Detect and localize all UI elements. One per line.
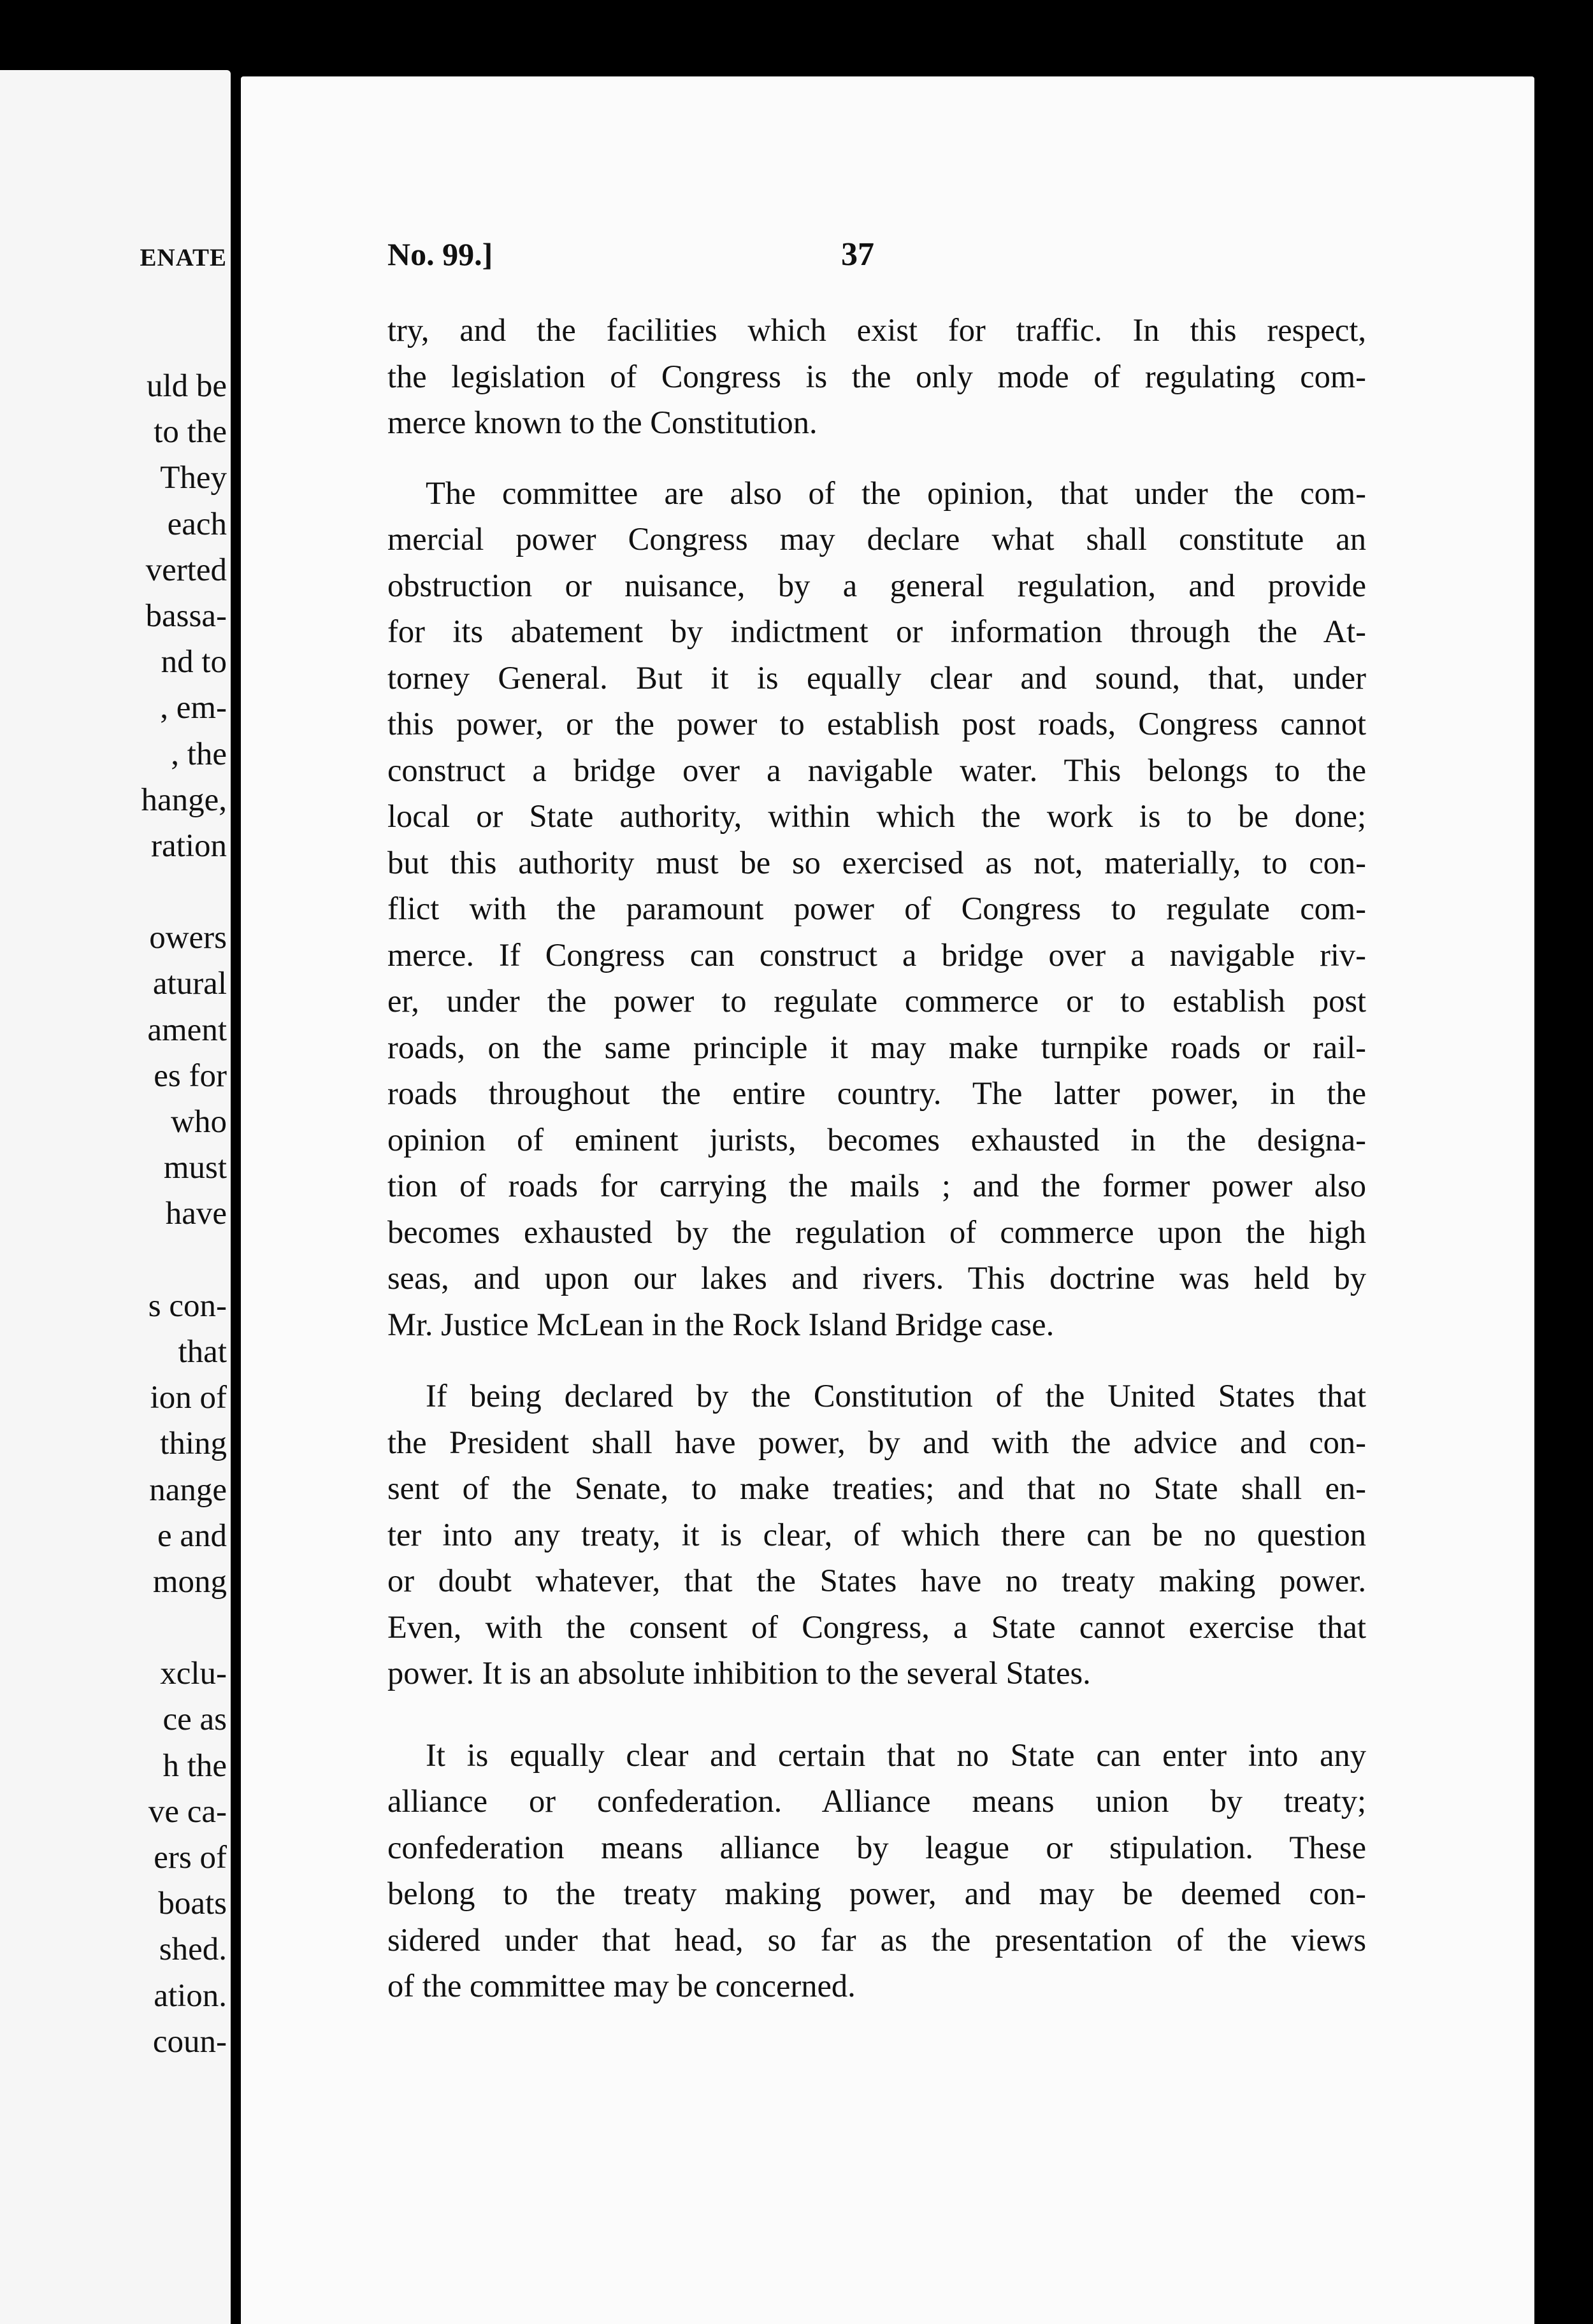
text-line: try, and the facilities which exist for traffic. In this respect, xyxy=(387,312,1366,348)
text-line: sidered under that head, so far as the presentation of the views xyxy=(387,1921,1366,1958)
text-line: or doubt whatever, that the States have no treaty making power. xyxy=(387,1563,1366,1598)
left-page-line: who xyxy=(171,1104,227,1140)
left-page-line: ce as xyxy=(162,1702,227,1738)
text-line: ter into any treaty, it is clear, of which there can be no question xyxy=(387,1516,1366,1553)
text-line: opinion of eminent jurists, becomes exhausted in the designa- xyxy=(387,1121,1366,1158)
left-page-line: ation. xyxy=(154,1977,227,2014)
left-page-header: ENATE xyxy=(140,244,227,271)
paragraph xyxy=(387,1373,1366,1696)
left-page-line: ve ca- xyxy=(148,1793,227,1830)
left-page-line: owers xyxy=(149,920,227,956)
text-line: local or State authority, within which the work is to be done; xyxy=(387,798,1366,834)
left-page-line: coun- xyxy=(152,2023,227,2060)
left-page-line: mong xyxy=(152,1563,227,1600)
text-line: the President shall have power, by and with the advice and con- xyxy=(387,1424,1366,1460)
left-page-line: shed. xyxy=(159,1932,227,1968)
left-page-line: must xyxy=(163,1150,227,1186)
text-line: sent of the Senate, to make treaties; and that no State shall en- xyxy=(387,1470,1366,1506)
paragraph xyxy=(387,1732,1366,2009)
left-page-line: , the xyxy=(171,736,227,772)
left-page-line: nd to xyxy=(161,644,227,680)
left-page-line: bassa- xyxy=(145,598,227,634)
paragraph xyxy=(387,307,1366,446)
left-page-line xyxy=(219,1605,227,1651)
left-page-line: to the xyxy=(154,414,227,450)
text-line: the legislation of Congress is the only mode of regulating com- xyxy=(387,358,1366,394)
left-page-text-fragments xyxy=(141,363,227,2065)
text-line: but this authority must be so exercised as not, materially, to con- xyxy=(387,844,1366,880)
text-line: confederation means alliance by league or stipulation. These xyxy=(387,1829,1366,1865)
document-number: No. 99.] xyxy=(387,236,493,272)
text-line: roads throughout the entire country. The latter power, in the xyxy=(387,1075,1366,1111)
text-line: flict with the paramount power of Congress to regulate com- xyxy=(387,891,1366,926)
text-line: It is equally clear and certain that no State can enter into any xyxy=(426,1737,1366,1773)
left-page-line: uld be xyxy=(146,368,227,404)
paragraph xyxy=(387,470,1366,1348)
left-page-line: boats xyxy=(158,1886,227,1922)
left-page-line: atural xyxy=(152,966,227,1002)
page-header xyxy=(387,236,1407,280)
text-line: alliance or confederation. Alliance means union by treaty; xyxy=(387,1783,1366,1819)
left-page-line: es for xyxy=(154,1058,227,1094)
text-line: Even, with the consent of Congress, a State cannot exercise that xyxy=(387,1609,1366,1645)
left-page-line: h the xyxy=(162,1747,227,1784)
text-line: power. It is an absolute inhibition to the several States. xyxy=(387,1655,1091,1691)
page-number: 37 xyxy=(841,236,874,273)
left-page-line: s con- xyxy=(148,1288,227,1324)
text-line: of the committee may be concerned. xyxy=(387,1968,856,2004)
text-line: er, under the power to regulate commerce or to establish post xyxy=(387,983,1366,1019)
text-line: tion of roads for carrying the mails ; and the former power also xyxy=(387,1168,1366,1203)
left-page-line: , em- xyxy=(160,690,227,726)
left-page-line: have xyxy=(165,1196,227,1232)
text-line: construct a bridge over a navigable water. This belongs to the xyxy=(387,752,1366,788)
text-line: for its abatement by indictment or information through the At- xyxy=(387,613,1366,649)
text-line: mercial power Congress may declare what shall constitute an xyxy=(387,521,1366,557)
text-line: becomes exhausted by the regulation of commerce upon the high xyxy=(387,1214,1366,1250)
left-page-line: thing xyxy=(160,1426,227,1462)
left-page-line: ration xyxy=(151,828,227,864)
text-line: If being declared by the Constitution of the United States that xyxy=(426,1378,1366,1414)
text-line: belong to the treaty making power, and may be deemed con- xyxy=(387,1876,1366,1911)
text-line: seas, and upon our lakes and rivers. This doctrine was held by xyxy=(387,1260,1366,1296)
left-page-line: nange xyxy=(149,1472,227,1508)
text-line: obstruction or nuisance, by a general regulation, and provide xyxy=(387,567,1366,603)
left-page-line: ers of xyxy=(154,1840,227,1876)
text-line: this power, or the power to establish post roads, Congress cannot xyxy=(387,706,1366,742)
left-page-line: each xyxy=(167,506,227,542)
left-facing-page xyxy=(0,70,231,2324)
text-line: Mr. Justice McLean in the Rock Island Bridge case. xyxy=(387,1306,1055,1342)
text-line: merce known to the Constitution. xyxy=(387,405,818,440)
left-page-line: hange, xyxy=(141,782,227,818)
body-text xyxy=(387,307,1366,2042)
left-page-line: that xyxy=(178,1333,227,1370)
left-page-line: ament xyxy=(147,1012,227,1048)
text-line: torney General. But it is equally clear and sound, that, under xyxy=(387,659,1366,696)
left-page-line: verted xyxy=(145,552,227,588)
left-page-line: ion of xyxy=(150,1380,227,1416)
left-page-line xyxy=(219,869,227,915)
document-page xyxy=(241,76,1534,2324)
text-line: roads, on the same principle it may make turnpike roads or rail- xyxy=(387,1029,1366,1065)
left-page-line xyxy=(219,1237,227,1283)
left-page-line: e and xyxy=(157,1517,227,1554)
text-line: The committee are also of the opinion, that under the com- xyxy=(426,475,1366,511)
text-line: merce. If Congress can construct a bridge over a navigable riv- xyxy=(387,936,1366,973)
left-page-line: They xyxy=(160,460,227,496)
left-page-line: xclu- xyxy=(160,1656,227,1692)
